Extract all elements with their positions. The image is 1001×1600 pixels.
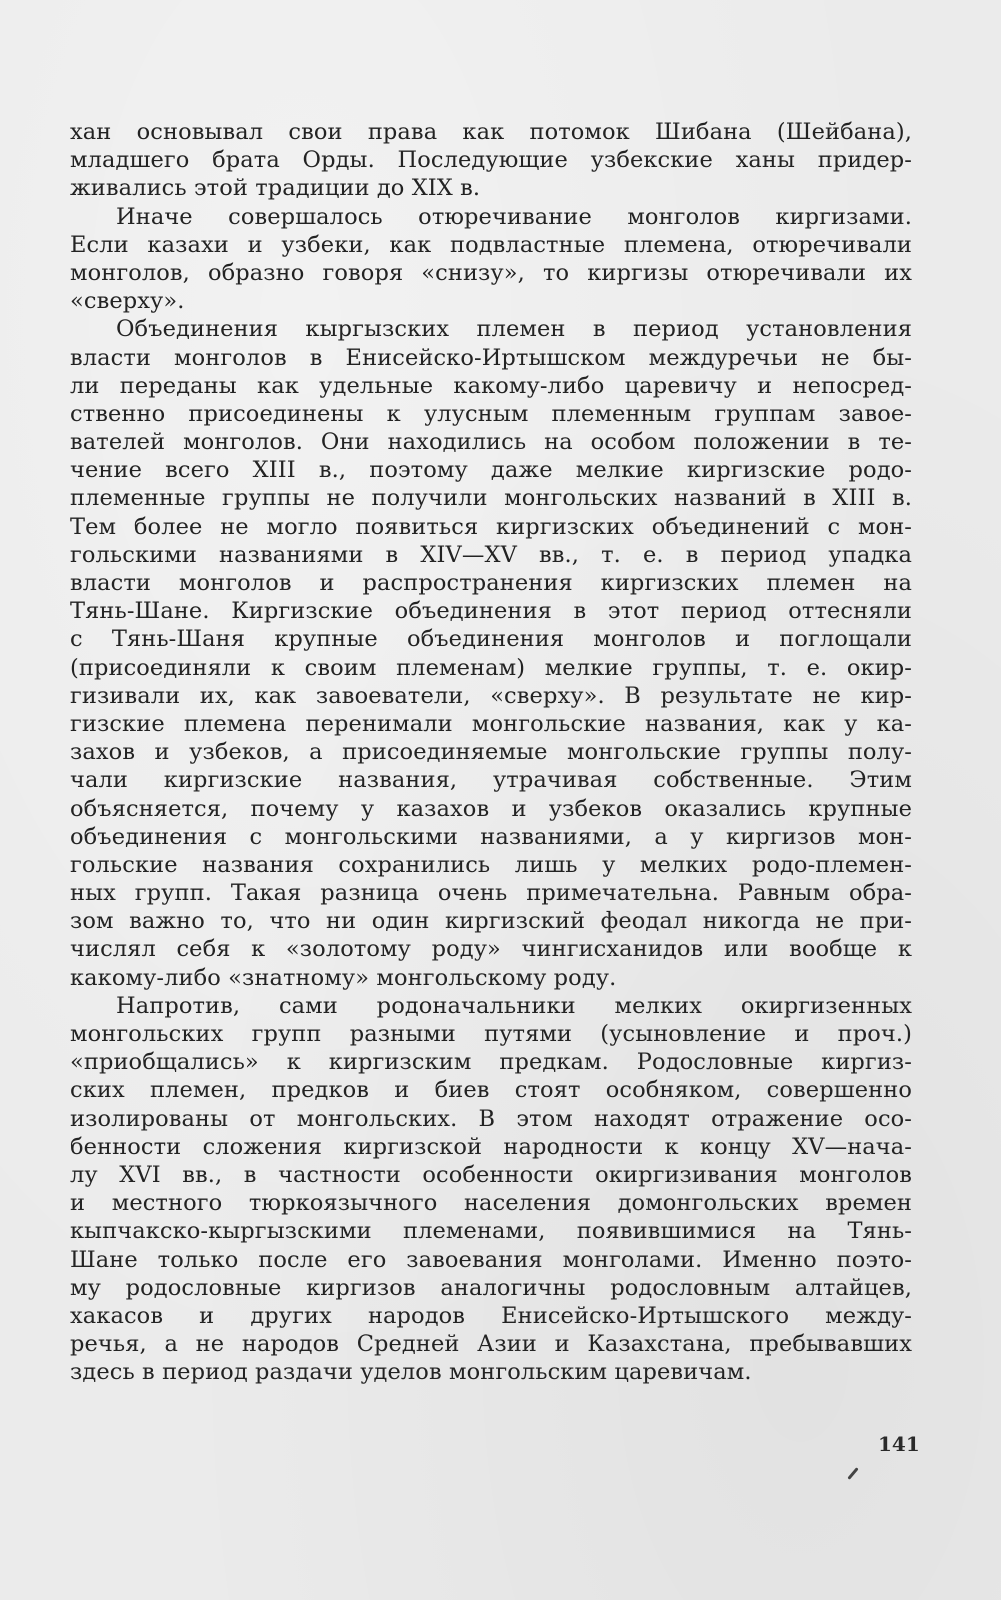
text-line: гольские названия сохранились лишь у мелких родо-племен- [70, 851, 912, 878]
text-line: числял себя к «золотому роду» чингисханидов или вообще к [70, 936, 912, 963]
text-line: гизивали их, как завоеватели, «сверху». В результате не кир- [70, 682, 912, 709]
text-line: кыпчакско-кыргызскими племенами, появившимися на Тянь- [70, 1218, 912, 1245]
text-line: лу XVI вв., в частности особенности окиргизивания монголов [70, 1161, 912, 1188]
text-line: речья, а не народов Средней Азии и Казахстана, пребывавших [70, 1331, 912, 1358]
text-line: ских племен, предков и биев стоят особняком, совершенно [70, 1077, 912, 1104]
text-line: вателей монголов. Они находились на особом положении в те- [70, 429, 912, 456]
text-line: какому-либо «знатному» монгольскому роду. [70, 964, 617, 991]
text-line: объясняется, почему у казахов и узбеков оказались крупные [70, 795, 912, 822]
text-line: бенности сложения киргизской народности к концу XV—нача- [70, 1133, 912, 1160]
text-line: чали киргизские названия, утрачивая собственные. Этим [70, 767, 912, 794]
text-line: здесь в период раздачи уделов монгольским царевичам. [70, 1359, 752, 1386]
pencil-mark [847, 1467, 858, 1480]
text-line: монголов, образно говоря «снизу», то киргизы отюречивали их [70, 259, 912, 286]
text-line: чение всего XIII в., поэтому даже мелкие киргизские родо- [70, 457, 912, 484]
text-line: с Тянь-Шаня крупные объединения монголов и поглощали [70, 626, 912, 653]
text-line: изолированы от монгольских. В этом находят отражение осо- [70, 1105, 912, 1132]
text-line: Тем более не могло появиться киргизских объединений с мон- [70, 513, 912, 540]
text-line: и местного тюркоязычного населения домонгольских времен [70, 1190, 912, 1217]
text-line: младшего брата Орды. Последующие узбекские ханы придер- [70, 147, 912, 174]
text-line: Тянь-Шане. Киргизские объединения в этот период оттесняли [70, 598, 912, 625]
text-line: ных групп. Такая разница очень примечательна. Равным обра- [70, 880, 912, 907]
text-line: хан основывал свои права как потомок Шибана (Шейбана), [70, 119, 912, 145]
text-line: ственно присоединены к улусным племенным группам завое- [70, 400, 912, 427]
text-line: племенные группы не получили монгольских названий в XIII в. [70, 485, 912, 512]
text-line: ли переданы как удельные какому-либо царевичу и непосред- [70, 372, 912, 399]
text-line: гольскими названиями в XIV—XV вв., т. е. в период упадка [70, 541, 912, 568]
text-line: захов и узбеков, а присоединяемые монгольские группы полу- [70, 739, 912, 766]
page-number: 141 [878, 1432, 920, 1456]
text-line: Если казахи и узбеки, как подвластные племена, отюречивали [70, 231, 912, 258]
body-text [70, 118, 912, 1386]
text-line: Объединения кыргызских племен в период установления [116, 316, 912, 343]
text-line: Иначе совершалось отюречивание монголов киргизами. [116, 203, 912, 230]
text-line: власти монголов в Енисейско-Иртышском междуречьи не бы- [70, 344, 912, 371]
text-line: хакасов и других народов Енисейско-Иртышского между- [70, 1302, 912, 1329]
text-line: (присоединяли к своим племенам) мелкие группы, т. е. окир- [70, 654, 912, 681]
text-line: гизские племена перенимали монгольские названия, как у ка- [70, 710, 912, 737]
text-line: монгольских групп разными путями (усыновление и проч.) [70, 1021, 912, 1047]
text-line: Шане только после его завоевания монголами. Именно поэто- [70, 1246, 912, 1273]
text-line: власти монголов и распространения киргизских племен на [70, 570, 912, 596]
text-line: Напротив, сами родоначальники мелких окиргизенных [116, 992, 912, 1019]
text-line: «приобщались» к киргизским предкам. Родословные киргиз- [70, 1049, 912, 1076]
text-line: «сверху». [70, 288, 185, 315]
text-line: зом важно то, что ни один киргизский феодал никогда не при- [70, 908, 912, 935]
text-line: живались этой традиции до XIX в. [70, 175, 481, 202]
text-line: объединения с монгольскими названиями, а у киргизов мон- [70, 823, 912, 850]
text-line: му родословные киргизов аналогичны родословным алтайцев, [70, 1274, 912, 1301]
